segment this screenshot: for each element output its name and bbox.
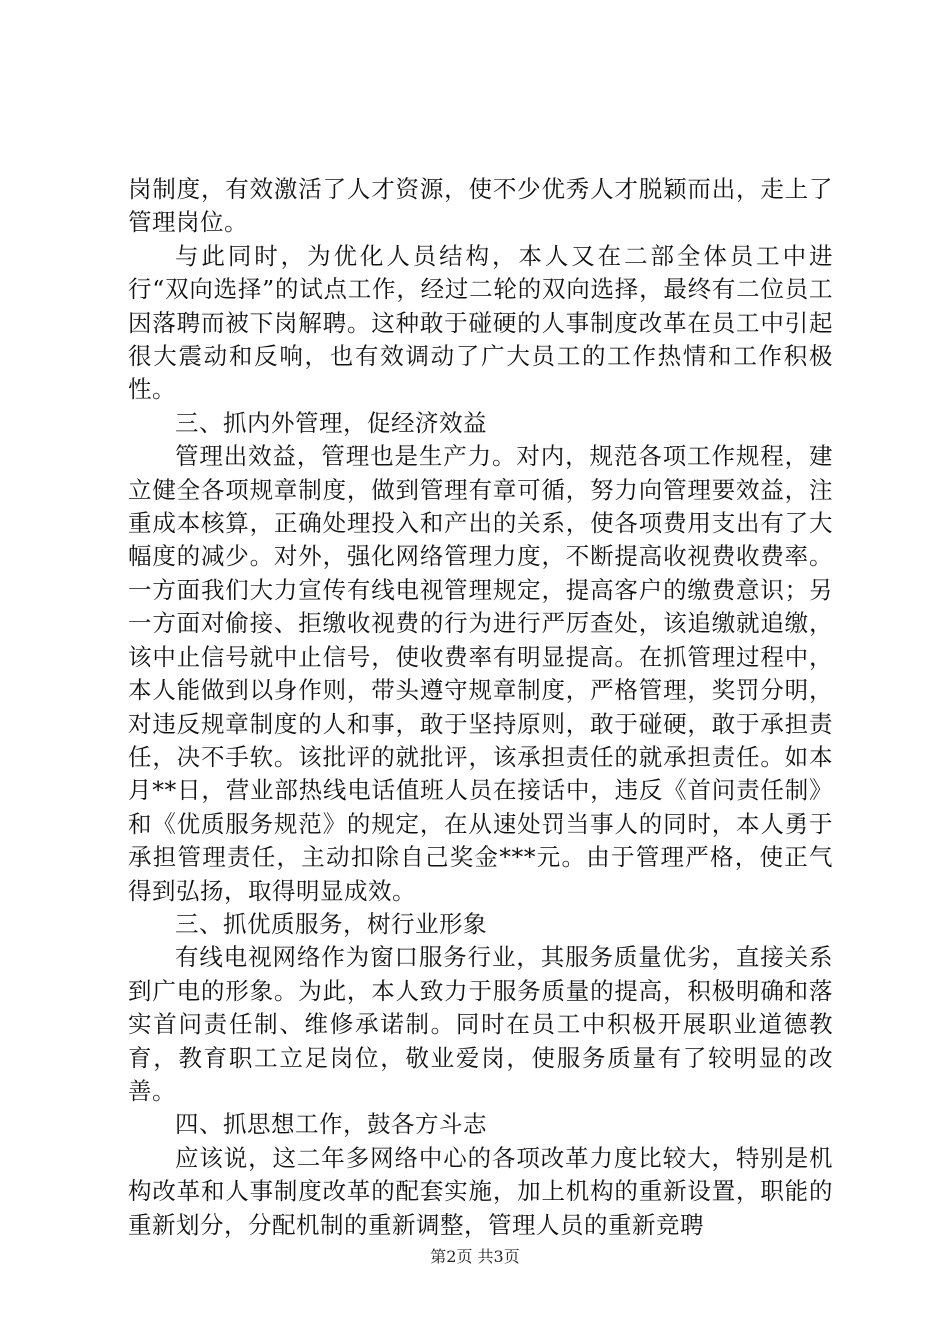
page-footer: 第2页 共3页 [430, 1247, 520, 1266]
paragraph-body: 有线电视网络作为窗口服务行业，其服务质量优劣，直接关系到广电的形象。为此，本人致力于服务质量的提高，积极明确和落实首问责任制、维修承诺制。同时在员工中积极开展职业道德教育，教育职工立足岗位，敬业爱岗，使服务质量有了较明显的改善。 [128, 943, 833, 1105]
section-heading: 三、抓内外管理，促经济效益 [175, 408, 487, 437]
paragraph-continuation: 岗制度，有效激活了人才资源，使不少优秀人才脱颖而出，走上了管理岗位。 [128, 175, 833, 237]
document-body [128, 173, 833, 1242]
paragraph-body: 管理出效益，管理也是生产力。对内，规范各项工作规程，建立健全各项规章制度，做到管理有章可循，努力向管理要效益，注重成本核算，正确处理投入和产出的关系，使各项费用支出有了大幅度的减少。对外，强化网络管理力度，不断提高收视费收费率。一方面我们大力宣传有线电视管理规定，提高客户的缴费意识；另一方面对偷接、拒缴收视费的行为进行严厉查处，该追缴就追缴，该中止信号就中止信号，使收费率有明显提高。在抓管理过程中，本人能做到以身作则，带头遵守规章制度，严格管理，奖罚分明，对违反规章制度的人和事，敢于坚持原则，敢于碰硬，敢于承担责任，决不手软。该批评的就批评，该承担责任的就承担责任。如本月**日，营业部热线电话值班人员在接话中，违反《首问责任制》和《优质服务规范》的规定，在从速处罚当事人的同时，本人勇于承担管理责任，主动扣除自己奖金***元。由于管理严格，使正气得到弘扬，取得明显成效。 [128, 442, 833, 905]
paragraph-body: 应该说，这二年多网络中心的各项改革力度比较大，特别是机构改革和人事制度改革的配套实施，加上机构的重新设置，职能的重新划分，分配机制的重新调整，管理人员的重新竞聘 [128, 1143, 833, 1239]
section-heading: 三、抓优质服务，树行业形象 [175, 909, 487, 938]
paragraph-body: 与此同时，为优化人员结构，本人又在二部全体员工中进行“双向选择”的试点工作，经过二轮的双向选择，最终有二位员工因落聘而被下岗解聘。这种敢于碰硬的人事制度改革在员工中引起很大震动和反响，也有效调动了广大员工的工作热情和工作积极性。 [128, 241, 833, 404]
section-heading: 四、抓思想工作，鼓各方斗志 [175, 1110, 487, 1139]
